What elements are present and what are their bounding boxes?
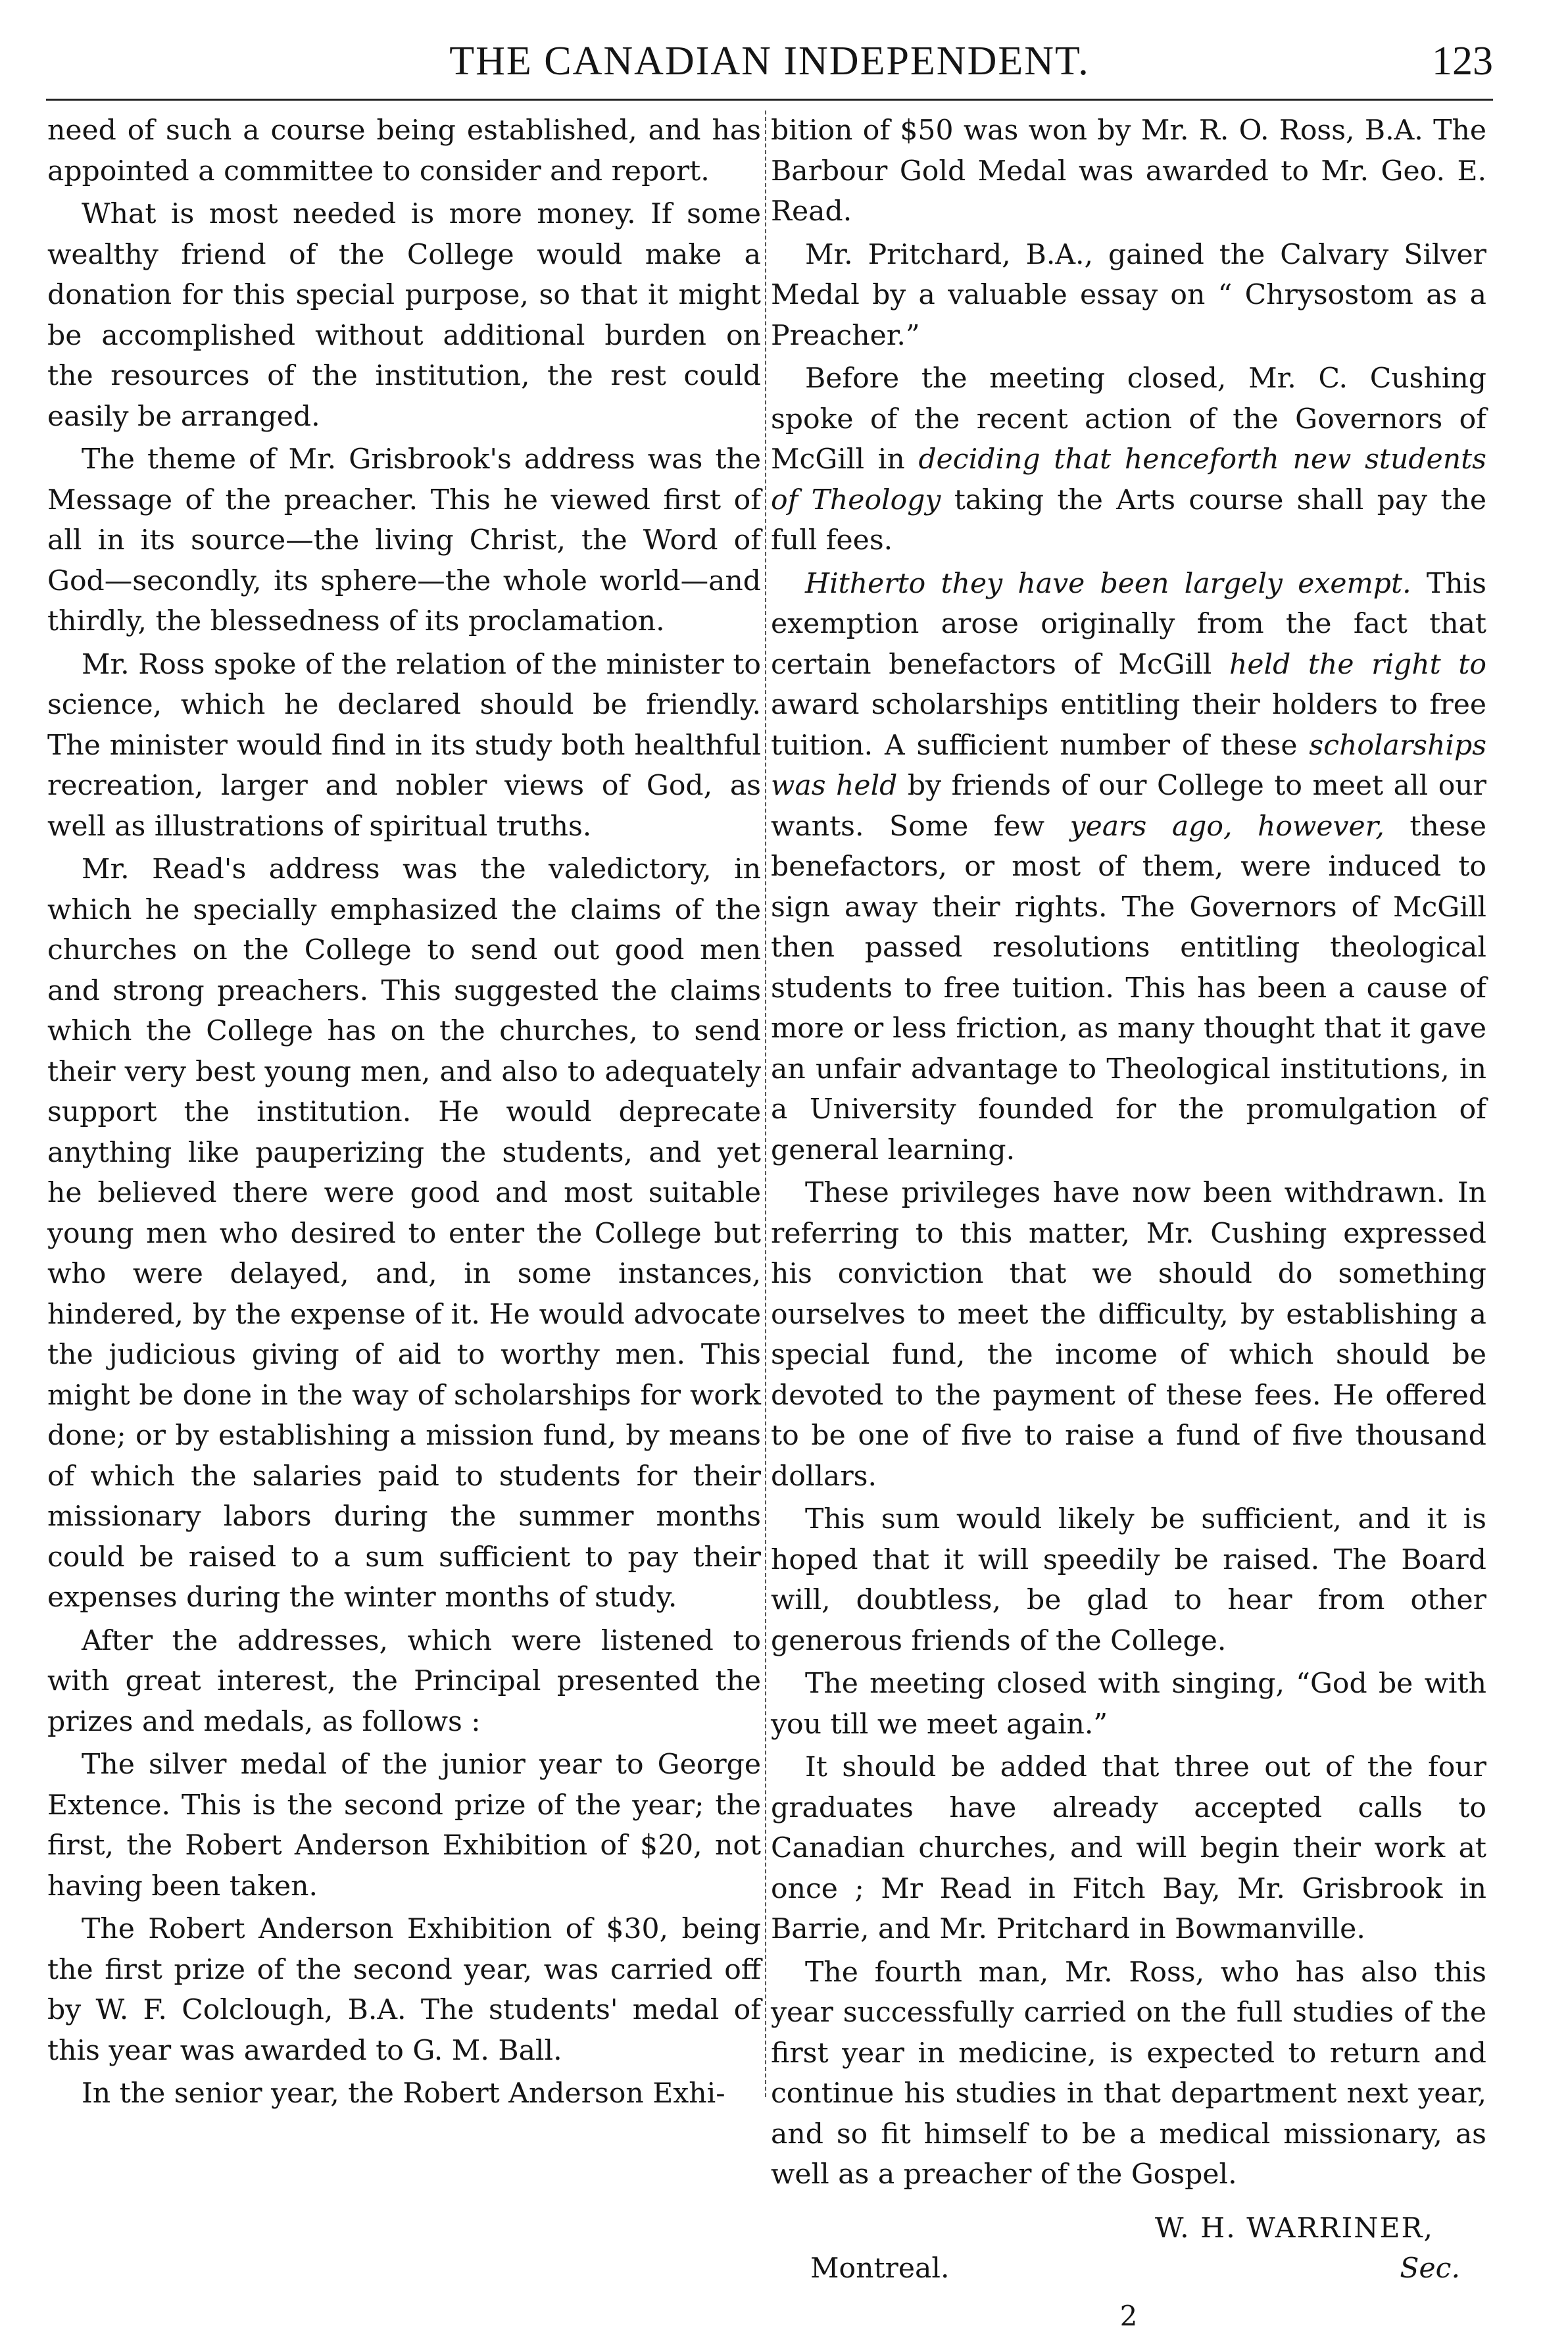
- paragraph: The meeting closed with singing, “God be with you till we meet again.”: [771, 1664, 1486, 1745]
- signature-row: [771, 2249, 1486, 2289]
- paragraph: These privileges have now been withdrawn. In referring to this matter, Mr. Cushing expressed his conviction that we should do something ourselves to meet the difficulty, by establishing a special fund, the income of which should be devoted to the payment of these fees. He offered to be one of five to raise a fund of five thousand dollars.: [771, 1173, 1486, 1497]
- column-divider: [765, 111, 766, 2097]
- italic-text-run: deciding that henceforth new students of Theology: [771, 443, 1486, 516]
- italic-text-run: Hitherto they have been largely exempt.: [805, 568, 1411, 600]
- paragraph: This sum would likely be sufficient, and it is hoped that it will speedily be raised. The Board will, doubtless, be glad to hear from other generous friends of the College.: [771, 1499, 1486, 1661]
- paragraph: Mr. Read's address was the valedictory, in which he specially emphasized the claims of the churches on the College to send out good men and strong preachers. This suggested the claims which the College has on the churches, to send their very best young men, and also to adequately support the institution. He would deprecate anything like pauperizing the students, and yet he believed there were good and most suitable young men who desired to enter the College but who were delayed, and, in some instances, hindered, by the expense of it. He would advocate the judicious giving of aid to worthy men. This might be done in the way of scholarships for work done; or by establishing a mission fund, by means of which the salaries paid to students for their missionary labors during the summer months could be raised to a sum sufficient to pay their expenses during the winter months of study.: [47, 849, 761, 1618]
- header-rule: [46, 99, 1493, 101]
- running-title: THE CANADIAN INDEPENDENT.: [46, 38, 1493, 85]
- paragraph: Mr. Ross spoke of the relation of the minister to science, which he declared should be friendly. The minister would find in its study both healthful recreation, larger and nobler views of God, as well as illustrations of spiritual truths.: [47, 645, 761, 847]
- paragraph: The theme of Mr. Grisbrook's address was the Message of the preacher. This he viewed first of all in its source—the living Christ, the Word of God—secondly, its sphere—the whole world—and thirdly, the blessedness of its proclamation.: [47, 439, 761, 642]
- text-run: by friends of our College to meet all our wants. Some few: [771, 770, 1486, 843]
- paragraph: It should be added that three out of the four graduates have already accepted calls to Canadian churches, and will begin their work at once ; Mr Read in Fitch Bay, Mr. Grisbrook in Barrie, and Mr. Pritchard in Bowmanville.: [771, 1747, 1486, 1950]
- signature-place: Montreal.: [810, 2249, 949, 2289]
- signature-title: Sec.: [1400, 2249, 1460, 2289]
- paragraph: [771, 564, 1486, 1171]
- paragraph: After the addresses, which were listened to with great interest, the Principal presented the prizes and medals, as follows :: [47, 1621, 761, 1743]
- paragraph: The Robert Anderson Exhibition of $30, being the first prize of the second year, was carried off by W. F. Colclough, B.A. The students' medal of this year was awarded to G. M. Ball.: [47, 1909, 761, 2071]
- signature-block: [771, 2208, 1486, 2336]
- text-run: award scholarships entitling their holders to free tuition. A sufficient number of these: [771, 689, 1486, 762]
- right-column: [771, 111, 1486, 2336]
- left-column: [47, 111, 761, 2117]
- text-run: Before the meeting closed, Mr. C. Cushing spoke of the recent action of the Governors of McGill in: [771, 362, 1486, 476]
- paragraph: In the senior year, the Robert Anderson Exhi-: [47, 2074, 761, 2114]
- paragraph: [771, 359, 1486, 561]
- paragraph: need of such a course being established, and has appointed a committee to consider and report.: [47, 111, 761, 191]
- paragraph: Mr. Pritchard, B.A., gained the Calvary Silver Medal by a valuable essay on “ Chrysostom as a Preacher.”: [771, 235, 1486, 357]
- page-number: 123: [1432, 38, 1493, 85]
- paragraph: What is most needed is more money. If some wealthy friend of the College would make a donation for this special purpose, so that it might be accomplished without additional burden on the resources of the institution, the rest could easily be arranged.: [47, 194, 761, 437]
- text-run: these benefactors, or most of them, were induced to sign away their rights. The Governors of McGill then passed resolutions entitling theological students to free tuition. This has been a cause of more or less friction, as many thought that it gave an unfair advantage to Theological institutions, in a University founded for the promulgation of general learning.: [771, 810, 1486, 1166]
- italic-text-run: held the right to: [1229, 649, 1486, 681]
- italic-text-run: years ago, however,: [1070, 810, 1384, 843]
- signature-folio: 2: [771, 2296, 1486, 2336]
- paragraph: bition of $50 was won by Mr. R. O. Ross, B.A. The Barbour Gold Medal was awarded to Mr. Geo. E. Read.: [771, 111, 1486, 232]
- paragraph: The silver medal of the junior year to George Extence. This is the second prize of the year; the first, the Robert Anderson Exhibition of $20, not having been taken.: [47, 1745, 761, 1906]
- text-run: taking the Arts course shall pay the full fees.: [771, 484, 1486, 557]
- paragraph: The fourth man, Mr. Ross, who has also this year successfully carried on the full studies of the first year in medicine, is expected to return and continue his studies in that department next year, and so fit himself to be a medical missionary, as well as a preacher of the Gospel.: [771, 1952, 1486, 2195]
- text-run: This exemption arose originally from the fact that certain benefactors of McGill: [771, 568, 1486, 681]
- page-header: [46, 38, 1493, 97]
- signature-name: W. H. WARRINER,: [771, 2208, 1486, 2249]
- italic-text-run: scholarships was held: [771, 730, 1486, 803]
